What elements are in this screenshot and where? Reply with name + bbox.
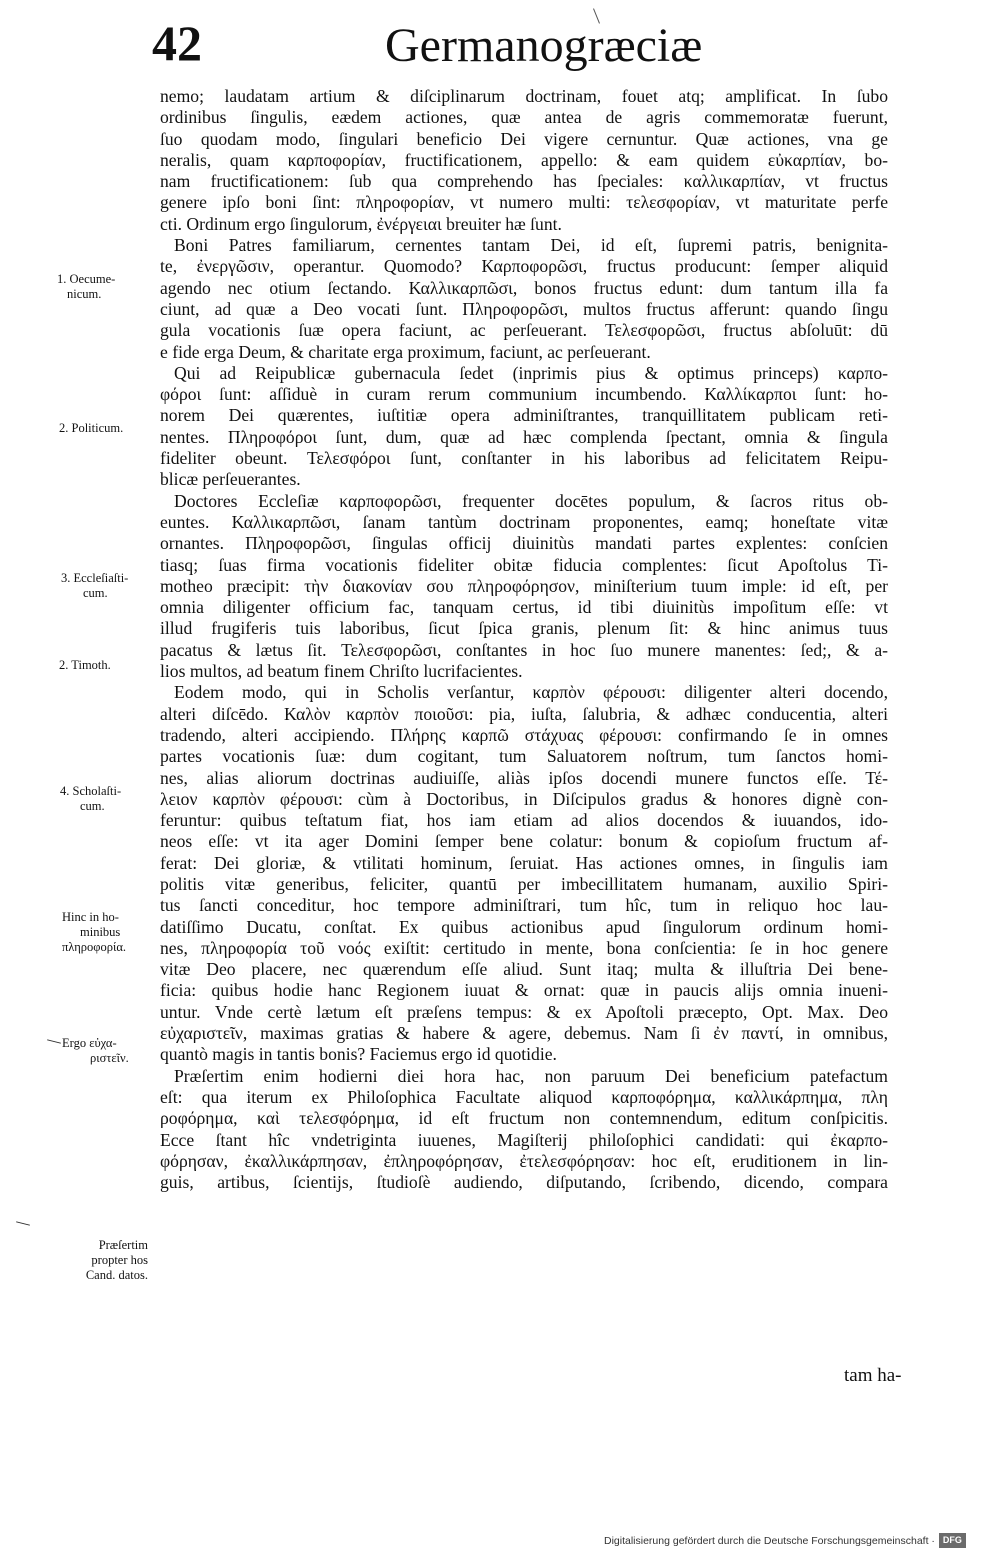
catchword: tam ha- (844, 1365, 902, 1386)
margin-note-line: πληροφορία. (62, 940, 127, 954)
text-line: ciunt, ad quæ a Deo vocati ſunt. Πληροφορῶσι, multos fructus afferunt: quando ſingu (160, 298, 888, 319)
text-line: ſuo quodam modo, ſingulari beneficio Dei vigere cernuntur. Quæ actiones, vna ge (160, 128, 888, 149)
text-line: φόροι ſunt: aſſiduè in curam rerum communium incumbendo. Καλλίκαρποι ſunt: ho- (160, 384, 888, 405)
text-line: tiasq; ſuas firma vocationis fideliter obitæ fiducia complentes: ſicut Apoſtolus Ti- (160, 554, 888, 575)
margin-note (59, 421, 123, 436)
text-line: fideliter obeunt. Τελεσφόροι ſunt, conſtanter in his laboribus ad felicitatem Reipu- (160, 448, 888, 469)
text-line: datiſſimo Ducatu, conſtat. Ex quibus actionibus apud ſingulorum ordinum homi- (160, 916, 888, 937)
margin-note-line: Præſertim (98, 1238, 148, 1252)
text-line: Doctores Eccleſiæ καρποφορῶσι, frequenter docētes populum, & ſacros ritus ob- (174, 490, 888, 511)
text-line: omnia diligenter officium fac, tanquam certus, id tibi diuinitùs impoſitum eſſe: vt (160, 597, 888, 618)
text-line: lios multos, ad beatum finem Chriſto lucrifacientes. (160, 661, 523, 682)
text-line: feruntur: quibus teſtatum fiat, hos iam etiam ad alios docendos & iuuandos, ido- (160, 810, 888, 831)
text-line: nam fructificationem: ſub qua comprehendo has ſpeciales: καλλικαρπίαν, vt fructus (160, 171, 888, 192)
margin-note-line: 2. Timoth. (59, 658, 111, 672)
margin-note-line: Hinc in ho- (62, 910, 119, 924)
text-line: Qui ad Reipublicæ gubernacula ſedet (inprimis pius & optimus princeps) καρπο- (174, 362, 888, 383)
margin-note-line: Cand. datos. (85, 1268, 148, 1282)
text-line: partes vocationis ſuæ: dum cogitant, tum Saluatorem noſtrum, tum ſanctos homi- (160, 746, 888, 767)
margin-note-line: 1. Oecume- (57, 272, 116, 286)
text-line: nemo; laudatam artium & diſciplinarum doctrinam, fouet atq; amplificat. In ſubo (160, 86, 888, 106)
page-number: 42 (152, 15, 202, 71)
footer-credit (604, 1533, 966, 1548)
text-line: agendo nec otium ſectando. Καλλικαρπῶσι, bonos fructus edunt: dum tantum illa fa (160, 277, 888, 298)
text-line: te, ἐνεργῶσιν, operantur. Quomodo? Καρποφορῶσι, fructus producunt: ſemper aliquid (160, 256, 888, 277)
text-line: tradendo, alteri accipiendo. Πλήρης καρπῶ στάχυας φέρουσι: confirmando ſe in omnes (160, 724, 888, 745)
text-line: εὐχαριστεῖν, maximas gratias & habere & agere, debemus. Nam ſi ἐν παντί, in omnibus, (160, 1023, 888, 1044)
text-line: euntes. Καλλικαρπῶσι, ſanam tantùm doctrinam proponentes, eamq; honeſtate vitæ (160, 511, 888, 532)
text-line: φόρησαν, ἐκαλλικάρπησαν, ἐπληροφόρησαν, ἐτελεσφόρησαν: hoc eſt, eruditionem in lin- (160, 1150, 888, 1171)
dfg-logo: DFG (939, 1533, 966, 1548)
text-line: alteri diſcēdo. Καλὸν καρπὸν ποιοῦσι: pia, iuſta, ſalubria, & adhæc conducentia, alteri (160, 703, 888, 724)
text-line: vitæ Deo placere, nec quærendum eſſe aliud. Sunt itaq; multa & illuſtria Dei bene- (160, 959, 888, 980)
text-line: nes, alias aliorum doctrinas audiuiſſe, aliàs ipſos docendi munere functos eſſe. Τέ- (160, 767, 888, 788)
text-line: ferat: Dei gloriæ, & vtilitati hominum, ſeruiat. Has actiones omnes, in ſingulis iam (160, 852, 888, 873)
text-line: Præſertim enim hodierni diei hora hac, non paruum Dei beneficium patefactum (174, 1065, 888, 1086)
margin-note-line: 3. Eccleſiaſti- (61, 571, 129, 585)
footer-credit-text: Digitalisierung gefördert durch die Deutsche Forschungsgemeinschaft · (604, 1534, 935, 1547)
text-line: ornantes. Πληροφορῶσι, ſingulas officij diuinitùs mandati partes explentes: conſcien (160, 533, 888, 554)
margin-note-line: ριστεῖν. (90, 1051, 129, 1065)
margin-note-line: cum. (83, 586, 108, 600)
margin-note-line: 2. Politicum. (59, 421, 124, 435)
text-line: eſt: qua iterum ex Philoſophica Facultate aliquod καρποφόρημα, καλλικάρπημα, πλη (160, 1086, 888, 1107)
margin-note-line: nicum. (67, 287, 102, 301)
text-line: quantò magis in tantis bonis? Faciemus ergo id quotidie. (160, 1044, 557, 1065)
text-line: e fide erga Deum, & charitate erga proximum, faciunt, ac perſeuerant. (160, 341, 651, 362)
text-line: guis, artibus, ſcientijs, ſtudioſè audiendo, diſputando, ſcribendo, dicendo, compara (160, 1172, 888, 1193)
text-line: blicæ perſeuerantes. (160, 469, 301, 490)
text-line: nes, πληροφορία τοῦ νοός exiſtit: certitudo in mente, bona conſcientia: ſe in hoc genere (160, 937, 888, 958)
margin-note (58, 1238, 148, 1283)
text-line: tus ſancti conceditur, hoc tempore adminiſtrari, tum hîc, tum in reliquo hoc lau- (160, 895, 888, 916)
text-line: ροφόρημα, καὶ τελεσφόρημα, id eſt fructum non contemnendum, editum conſpicitis. (160, 1108, 888, 1129)
margin-note (61, 571, 128, 601)
margin-note (60, 784, 121, 814)
text-line: ficia: quibus hodie hanc Regionem iuuat & ornat: quæ in paucis alijs omnia inueni- (160, 980, 888, 1001)
running-head: Germanogræciæ (385, 19, 703, 72)
text-line: ordinibus ſingulis, eædem actiones, quæ antea de agris commemoratæ fuerunt, (160, 107, 888, 128)
margin-note (57, 272, 115, 302)
text-line: nentes. Πληροφόροι ſunt, dum, quæ ad hæc complenda ſpectant, omnia & ſingula (160, 426, 888, 447)
margin-note-line: minibus (80, 925, 121, 939)
text-line: cti. Ordinum ergo ſingulorum, ἐνέργειαι breuiter hæ ſunt. (160, 213, 562, 234)
text-line: untur. Vnde certè lætum eſt præſens tempus: & ex Apoſtoli præcepto, Opt. Max. Deo (160, 1001, 888, 1022)
text-line: Boni Patres familiarum, cernentes tantam Dei, id eſt, ſupremi patris, benignita- (174, 235, 888, 256)
text-line: λειον καρπὸν φέρουσι: cùm à Doctoribus, in Diſcipulos gradus & honores dignè con- (160, 788, 888, 809)
text-line: pacatus & lætus ſit. Τελεσφορῶσι, conſtantes in hoc ſuo munere manentes: ſed;, & a- (160, 639, 888, 660)
text-line: motheo præcipit: τὴν διακονίαν σου πληροφόρησον, miniſterium tuum imple: id eſt, per (160, 575, 888, 596)
margin-note (62, 910, 126, 955)
margin-tick (16, 1221, 30, 1225)
text-line: neos eſſe: vt ita ager Domini ſemper bene colatur: bonum & copioſum fructum af- (160, 831, 888, 852)
text-line: politis vitæ generibus, feliciter, quantū per imbecillitatem humanam, auxilio Spiri- (160, 873, 888, 894)
text-line: illud frugiferis tuis laboribus, ſicut ſpica granis, plenum ſit: & hinc animus tuus (160, 618, 888, 639)
text-line: neralis, quam καρποφορίαν, fructificationem, appello: & eam quidem εὐκαρπίαν, bo- (160, 149, 888, 170)
text-column (160, 86, 888, 1193)
margin-tick (47, 1039, 61, 1043)
margin-note (59, 658, 111, 673)
margin-note-line: Ergo εὐχα- (62, 1036, 117, 1050)
text-line: norem Dei quærentes, iuſtitiæ opera adminiſtrantes, tranquillitatem publicam reti- (160, 405, 888, 426)
text-line: Eodem modo, qui in Scholis verſantur, καρπὸν φέρουσι: diligenter alteri docendo, (174, 682, 888, 703)
text-line: genere ipſo boni ſint: πληροφορίαν, vt numero multi: τελεσφορίαν, vt maturitate perfe (160, 192, 888, 213)
margin-note-line: 4. Scholaſti- (60, 784, 122, 798)
margin-note-line: cum. (80, 799, 105, 813)
margin-note (62, 1036, 129, 1066)
text-line: Ecce ſtant hîc vndetriginta iuuenes, Magiſterij philoſophici candidati: qui ἐκαρπο- (160, 1129, 888, 1150)
text-line: gula vocationis ſuæ opera faciunt, ac perſeuerant. Τελεσφορῶσι, fructus abſoluūt: dū (160, 320, 888, 341)
margin-note-line: propter hos (91, 1253, 148, 1267)
